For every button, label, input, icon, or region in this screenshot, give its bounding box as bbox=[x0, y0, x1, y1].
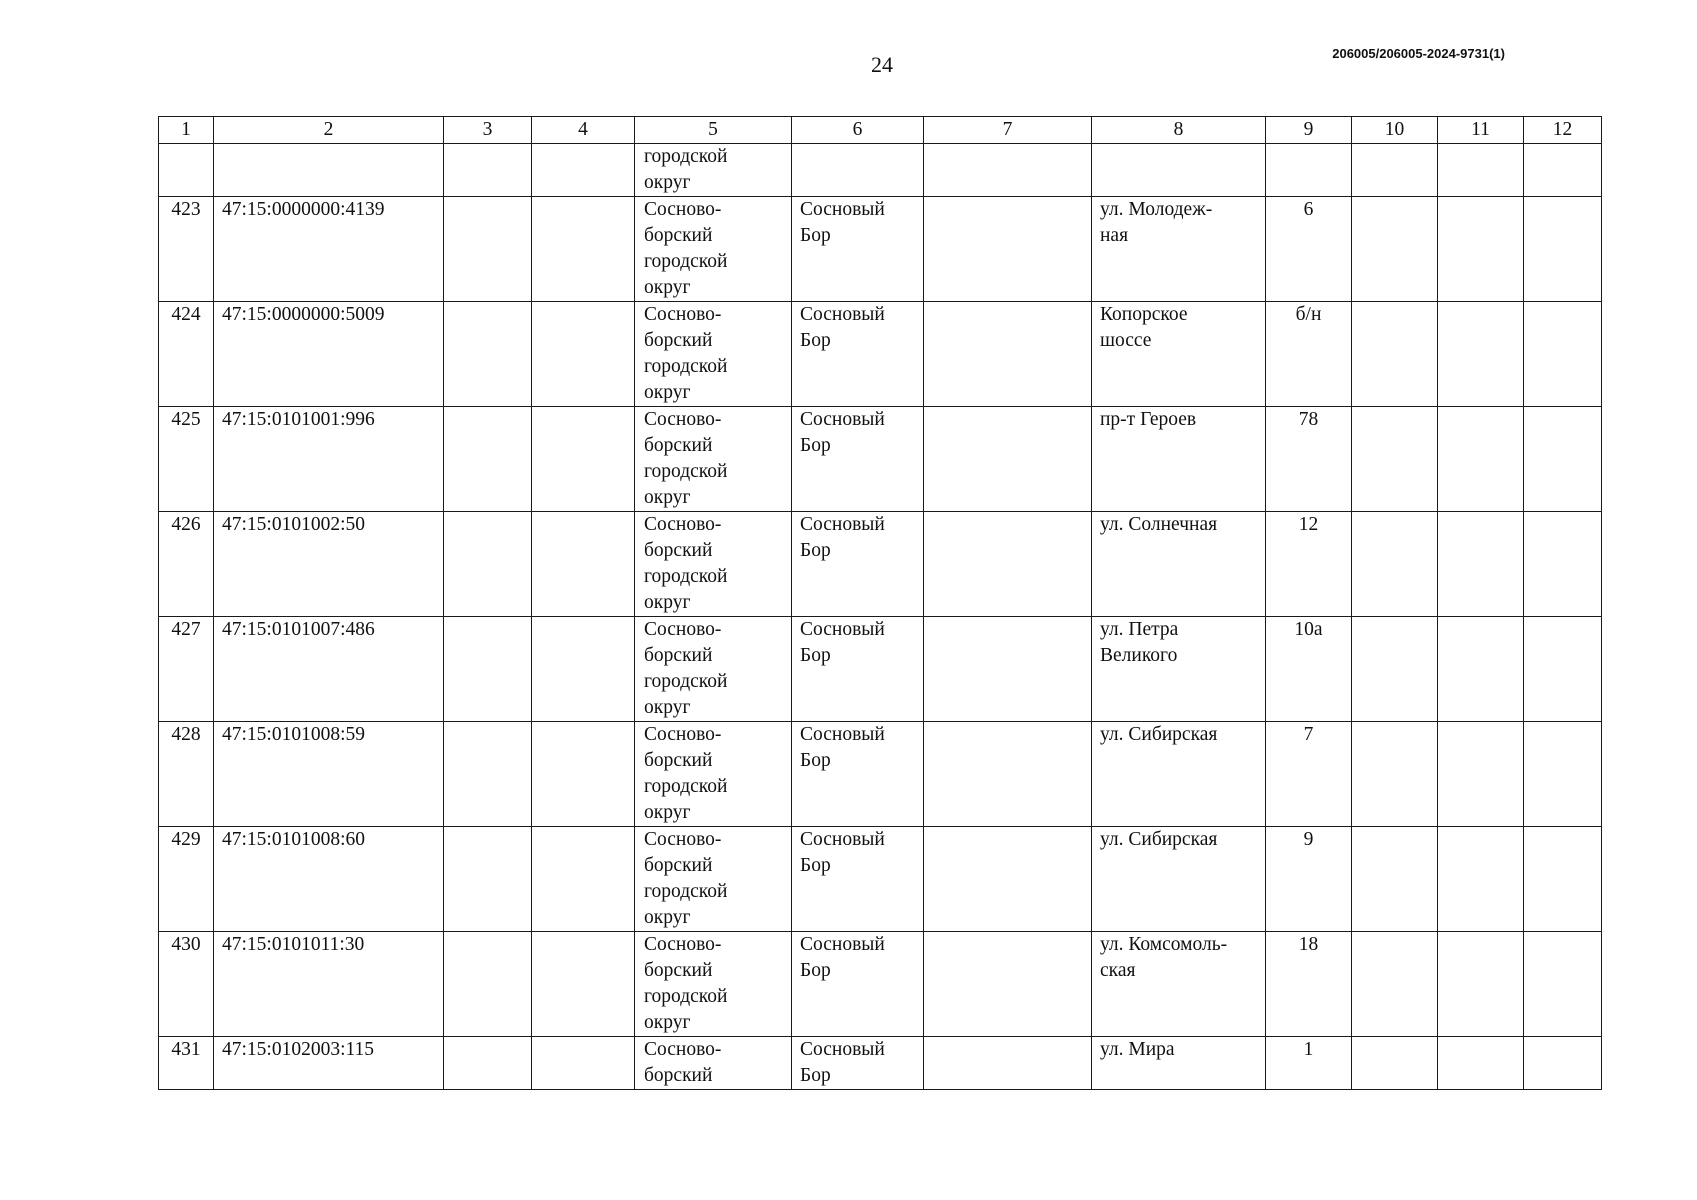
table-cell bbox=[924, 144, 1092, 197]
cadastral-number-cell: 47:15:0101008:60 bbox=[214, 827, 444, 932]
table-cell bbox=[444, 302, 532, 407]
table-cell bbox=[1524, 1037, 1602, 1090]
table-cell bbox=[532, 932, 635, 1037]
table-cell bbox=[532, 512, 635, 617]
table-cell bbox=[924, 1037, 1092, 1090]
table-cell bbox=[444, 617, 532, 722]
table-cell bbox=[1524, 512, 1602, 617]
table-cell bbox=[924, 932, 1092, 1037]
street-cell: ул. Сибирская bbox=[1092, 827, 1266, 932]
table-cell bbox=[1438, 302, 1524, 407]
street-cell: ул. Солнечная bbox=[1092, 512, 1266, 617]
continuation-row bbox=[159, 144, 1602, 197]
table-cell bbox=[444, 1037, 532, 1090]
locality-cell: Сосновый Бор bbox=[792, 302, 924, 407]
municipality-cell: Сосново- борский bbox=[635, 1037, 792, 1090]
column-header: 2 bbox=[214, 117, 444, 144]
house-number-cell: 12 bbox=[1266, 512, 1352, 617]
column-header: 11 bbox=[1438, 117, 1524, 144]
table-cell bbox=[1524, 932, 1602, 1037]
street-cell: ул. Комсомоль- ская bbox=[1092, 932, 1266, 1037]
column-header: 7 bbox=[924, 117, 1092, 144]
row-number-cell: 430 bbox=[159, 932, 214, 1037]
municipality-cell: Сосново- борский городской округ bbox=[635, 722, 792, 827]
table-cell bbox=[532, 302, 635, 407]
table-row bbox=[159, 407, 1602, 512]
house-number-cell: 9 bbox=[1266, 827, 1352, 932]
table-cell bbox=[444, 512, 532, 617]
table-cell bbox=[532, 722, 635, 827]
column-header: 10 bbox=[1352, 117, 1438, 144]
table-cell bbox=[1524, 197, 1602, 302]
table-row bbox=[159, 1037, 1602, 1090]
row-number-cell: 426 bbox=[159, 512, 214, 617]
column-header: 9 bbox=[1266, 117, 1352, 144]
table-cell bbox=[1438, 1037, 1524, 1090]
street-cell: пр-т Героев bbox=[1092, 407, 1266, 512]
table-cell bbox=[924, 197, 1092, 302]
municipality-cell: Сосново- борский городской округ bbox=[635, 512, 792, 617]
table-row bbox=[159, 722, 1602, 827]
municipality-cell: Сосново- борский городской округ bbox=[635, 617, 792, 722]
locality-cell: Сосновый Бор bbox=[792, 407, 924, 512]
locality-cell: Сосновый Бор bbox=[792, 932, 924, 1037]
row-number-cell: 429 bbox=[159, 827, 214, 932]
table-cell bbox=[1352, 617, 1438, 722]
table-cell bbox=[1524, 407, 1602, 512]
house-number-cell: 6 bbox=[1266, 197, 1352, 302]
table-cell bbox=[444, 407, 532, 512]
document-id: 206005/206005-2024-9731(1) bbox=[1332, 46, 1505, 61]
row-number-cell: 428 bbox=[159, 722, 214, 827]
column-header: 12 bbox=[1524, 117, 1602, 144]
column-header: 1 bbox=[159, 117, 214, 144]
table-cell bbox=[159, 144, 214, 197]
table-header bbox=[159, 117, 1602, 144]
row-number-cell: 424 bbox=[159, 302, 214, 407]
table-cell bbox=[924, 617, 1092, 722]
table-cell bbox=[532, 407, 635, 512]
table-row bbox=[159, 197, 1602, 302]
table-cell bbox=[1352, 1037, 1438, 1090]
table-cell bbox=[214, 144, 444, 197]
cadastral-number-cell: 47:15:0101007:486 bbox=[214, 617, 444, 722]
column-number-row bbox=[159, 117, 1602, 144]
municipality-cell: Сосново- борский городской округ bbox=[635, 197, 792, 302]
table-cell bbox=[532, 1037, 635, 1090]
table-cell bbox=[444, 827, 532, 932]
house-number-cell: 18 bbox=[1266, 932, 1352, 1037]
table-cell bbox=[1092, 144, 1266, 197]
table-cell bbox=[924, 722, 1092, 827]
locality-cell: Сосновый Бор bbox=[792, 827, 924, 932]
register-table bbox=[158, 116, 1602, 1090]
table-cell bbox=[532, 197, 635, 302]
table-cell bbox=[1352, 827, 1438, 932]
table-cell bbox=[1438, 407, 1524, 512]
table-cell bbox=[444, 722, 532, 827]
locality-cell: Сосновый Бор bbox=[792, 197, 924, 302]
municipality-cell: Сосново- борский городской округ bbox=[635, 827, 792, 932]
municipality-cell: Сосново- борский городской округ bbox=[635, 932, 792, 1037]
table-cell bbox=[1524, 827, 1602, 932]
table-cell bbox=[1266, 144, 1352, 197]
house-number-cell: 10а bbox=[1266, 617, 1352, 722]
table-cell bbox=[1352, 722, 1438, 827]
table-cell bbox=[1438, 932, 1524, 1037]
table-cell bbox=[1438, 144, 1524, 197]
locality-cell: Сосновый Бор bbox=[792, 512, 924, 617]
table-cell bbox=[1438, 827, 1524, 932]
table-cell bbox=[1352, 197, 1438, 302]
house-number-cell: б/н bbox=[1266, 302, 1352, 407]
table-cell bbox=[1524, 144, 1602, 197]
table-cell bbox=[1438, 197, 1524, 302]
row-number-cell: 431 bbox=[159, 1037, 214, 1090]
house-number-cell: 1 bbox=[1266, 1037, 1352, 1090]
page-number: 24 bbox=[871, 52, 893, 77]
cadastral-number-cell: 47:15:0102003:115 bbox=[214, 1037, 444, 1090]
table-cell bbox=[924, 827, 1092, 932]
table-cell bbox=[924, 512, 1092, 617]
locality-cell: Сосновый Бор bbox=[792, 617, 924, 722]
table-cell bbox=[532, 144, 635, 197]
cadastral-number-cell: 47:15:0101001:996 bbox=[214, 407, 444, 512]
table-cell bbox=[532, 827, 635, 932]
cadastral-number-cell: 47:15:0101002:50 bbox=[214, 512, 444, 617]
table-cell bbox=[1352, 932, 1438, 1037]
cadastral-number-cell: 47:15:0101008:59 bbox=[214, 722, 444, 827]
table-cell bbox=[444, 197, 532, 302]
table-row bbox=[159, 827, 1602, 932]
table-cell bbox=[792, 144, 924, 197]
table-cell bbox=[444, 144, 532, 197]
row-number-cell: 427 bbox=[159, 617, 214, 722]
column-header: 4 bbox=[532, 117, 635, 144]
table-row bbox=[159, 512, 1602, 617]
street-cell: ул. Мира bbox=[1092, 1037, 1266, 1090]
row-number-cell: 423 bbox=[159, 197, 214, 302]
table-cell bbox=[1524, 302, 1602, 407]
street-cell: ул. Молодеж- ная bbox=[1092, 197, 1266, 302]
column-header: 3 bbox=[444, 117, 532, 144]
locality-cell: Сосновый Бор bbox=[792, 722, 924, 827]
cadastral-number-cell: 47:15:0000000:5009 bbox=[214, 302, 444, 407]
table-row bbox=[159, 932, 1602, 1037]
table-cell bbox=[924, 407, 1092, 512]
table-cell bbox=[1438, 512, 1524, 617]
municipality-cell: Сосново- борский городской округ bbox=[635, 302, 792, 407]
table-cell bbox=[1352, 407, 1438, 512]
table-row bbox=[159, 617, 1602, 722]
row-number-cell: 425 bbox=[159, 407, 214, 512]
table-cell bbox=[1352, 302, 1438, 407]
house-number-cell: 78 bbox=[1266, 407, 1352, 512]
street-cell: ул. Сибирская bbox=[1092, 722, 1266, 827]
column-header: 5 bbox=[635, 117, 792, 144]
municipality-cell: Сосново- борский городской округ bbox=[635, 407, 792, 512]
table-cell bbox=[1438, 722, 1524, 827]
table-cell bbox=[1524, 617, 1602, 722]
table-cell bbox=[1352, 144, 1438, 197]
cadastral-number-cell: 47:15:0101011:30 bbox=[214, 932, 444, 1037]
table-cell bbox=[1524, 722, 1602, 827]
municipality-cell bbox=[635, 144, 792, 197]
table-body bbox=[159, 144, 1602, 1090]
column-header: 8 bbox=[1092, 117, 1266, 144]
house-number-cell: 7 bbox=[1266, 722, 1352, 827]
column-header: 6 bbox=[792, 117, 924, 144]
table-cell bbox=[1352, 512, 1438, 617]
street-cell: ул. Петра Великого bbox=[1092, 617, 1266, 722]
table-row bbox=[159, 302, 1602, 407]
street-cell: Копорское шоссе bbox=[1092, 302, 1266, 407]
table-cell bbox=[444, 932, 532, 1037]
table-cell bbox=[1438, 617, 1524, 722]
locality-cell: Сосновый Бор bbox=[792, 1037, 924, 1090]
municipality-text: городской округ bbox=[644, 146, 728, 193]
cadastral-number-cell: 47:15:0000000:4139 bbox=[214, 197, 444, 302]
table-cell bbox=[532, 617, 635, 722]
table-cell bbox=[924, 302, 1092, 407]
